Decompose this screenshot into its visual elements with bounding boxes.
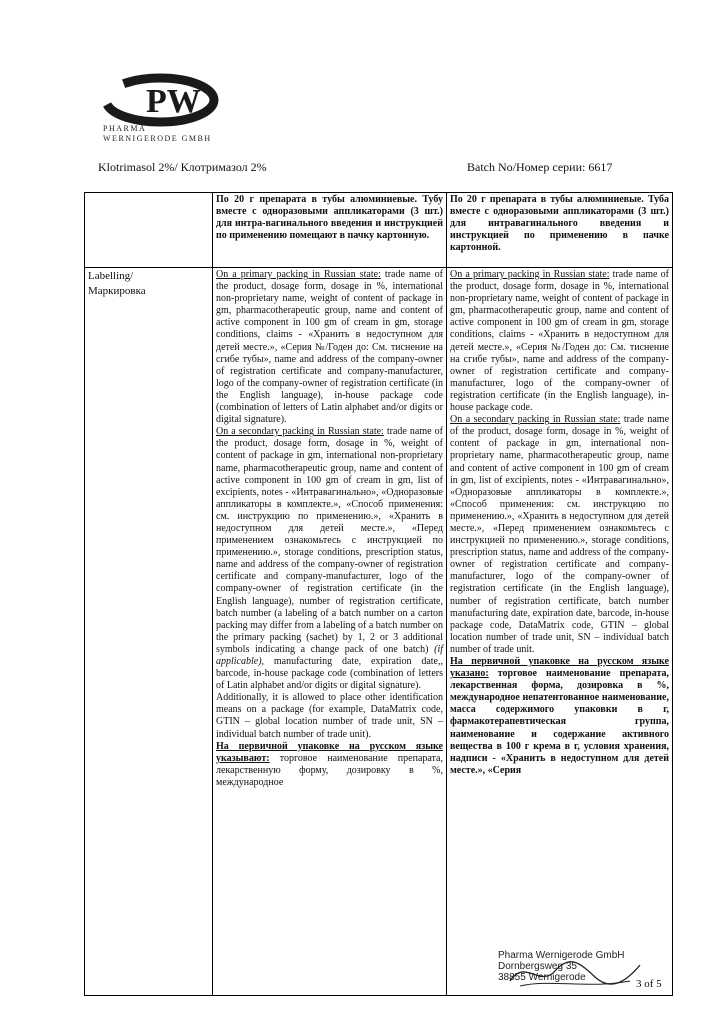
labelling-label-en: Labelling/ bbox=[88, 270, 134, 282]
logo-line2: WERNIGERODE GMBH bbox=[103, 134, 212, 143]
russian-primary-paragraph: На первичной упаковке на русском языке указано: торговое наименование препарата, лекарственная форма, дозировка в %, международное непатентованное наименование, масса содержимого упаковки в г, фармакотерапевтическая группа, наименование и содержание активного вещества в 100 г крема в г, условия хранения, надписи - «Хранить в недоступном для детей месте.», «Серия bbox=[450, 656, 669, 776]
table-row bbox=[85, 193, 673, 268]
russian-primary-paragraph: На первичной упаковке на русском языке указывают: торговое наименование препарата, лекарственную форму, дозировку в %, международное bbox=[216, 740, 443, 788]
batch-number: Batch No/Номер серии: 6617 bbox=[467, 160, 613, 174]
additional-means-paragraph: Additionally, it is allowed to place other identification means on a package (for example, DataMatrix code, GTIN – global location number of trade unit, SN – individual batch number of trade unit). bbox=[216, 692, 443, 740]
page-number: 3 of 5 bbox=[636, 978, 662, 990]
logo-line1: PHARMA bbox=[103, 124, 147, 133]
secondary-packing-paragraph: On a secondary packing in Russian state: trade name of the product, dosage form, dosage in %, weight of content of package in gm, international non-proprietary name, pharmacotherapeutic group, name and content of active component in 100 gm of cream in gm, list of excipients, notes - «Интравагинально», «Одноразовые аппликаторы в комплекте.», «Способ применения: см. инструкцию по применению.», «Хранить в недоступном для детей месте.», «Перед применением ознакомьтесь с инструкцией по применению.», storage conditions, prescription status, name and address of the company-owner of registration certificate and company-manufacturer, logo of the company-owner of registration certificate (in the English language), number of registration certificate, batch number (a labeling of a batch number on a carton packing may differ from a labeling of a batch number on the primary packing (sachet) by 1, 2 or 3 additional symbols indicating a change pack of one batch) (if applicable), manufacturing date, expiration date,, barcode, in-house package code (combination of letters of Latin alphabet and/or digits or digital signature). bbox=[216, 426, 443, 692]
labelling-right-cell bbox=[447, 268, 673, 996]
packing-left-cell: По 20 г препарата в тубы алюминиевые. Тубу вместе с одноразовыми аппликаторами (3 шт.) для интра-вагинального введения и инструкцией по применению помещают в пачку картонную. bbox=[213, 193, 447, 268]
packing-right-cell: По 20 г препарата в тубы алюминиевые. Туба вместе с одноразовыми аппликаторами (3 шт.) для интравагинального введения и инструкцией по применению в пачке картонной. bbox=[447, 193, 673, 268]
russian-primary-heading: На первичной упаковке на русском языке указывают: bbox=[216, 740, 443, 764]
labelling-left-cell bbox=[213, 268, 447, 996]
primary-packing-paragraph: On a primary packing in Russian state: trade name of the product, dosage form, dosage in %, international non-proprietary name, weight of content of package in gm, pharmacotherapeutic group, name and content of active component in 100 gm of cream in gm, storage conditions, claims - «Хранить в недоступном для детей месте.», «Серия №/Годен до: См. тиснение на сгибе тубы», name and address of the company-owner of registration certificate and company-manufacturer, logo of the company-owner of registration certificate (in the English language), in-house package code. bbox=[450, 269, 669, 414]
stamp-line1: Pharma Wernigerode GmbH bbox=[498, 950, 625, 961]
specification-table bbox=[84, 192, 673, 996]
labelling-label-ru: Маркировка bbox=[88, 285, 146, 297]
labelling-label-cell bbox=[85, 268, 213, 996]
logo-initials: PW bbox=[146, 83, 201, 120]
product-title: Klotrimasol 2%/ Клотримазол 2% bbox=[98, 160, 267, 174]
handwritten-signature bbox=[500, 953, 650, 993]
row-label-cell bbox=[85, 193, 213, 268]
primary-packing-paragraph: On a primary packing in Russian state: trade name of the product, dosage form, dosage in %, international non-proprietary name, weight of content of package in gm, pharmacotherapeutic group, name and content of active component in 100 gm of cream in gm, storage conditions, claims - «Хранить в недоступном для детей месте.», «Серия №/Годен до: См. тиснение на сгибе тубы», name and address of the company-owner of registration certificate and company-manufacturer, logo of the company-owner of registration certificate (in the English language), in-house package code (combination of letters of Latin alphabet and/or digits or digital signature). bbox=[216, 269, 443, 426]
secondary-packing-paragraph: On a secondary packing in Russian state: trade name of the product, dosage form, dosage in %, weight of content of package in gm, international non-proprietary name, pharmacotherapeutic group, name and content of active component in 100 gm of cream in gm, list of excipients, notes - «Интравагинально», «Одноразовые аппликаторы в комплекте.», «Способ применения: см. инструкцию по применению.», «Хранить в недоступном для детей месте.», «Перед применением ознакомьтесь с инструкцией по применению.», storage conditions, prescription status, name and address of the company-owner of registration certificate and company-manufacturer, logo of the company-owner of registration certificate (in the English language), number of registration certificate, batch number manufacturing date, expiration date, barcode, in-house package code, DataMatrix code, GTIN – global location number of trade unit, SN – individual batch number of trade unit. bbox=[450, 414, 670, 655]
stamp-line2: Dornbergsweg 35 bbox=[498, 961, 577, 972]
stamp-line3: 38855 Wernigerode bbox=[498, 972, 586, 983]
table-row bbox=[85, 268, 673, 996]
russian-primary-heading: На первичной упаковке на русском языке указано: bbox=[450, 656, 669, 680]
secondary-packing-heading: On a secondary packing in Russian state: bbox=[450, 414, 621, 426]
primary-packing-heading: On a primary packing in Russian state: bbox=[216, 269, 381, 280]
secondary-packing-heading: On a secondary packing in Russian state: bbox=[216, 426, 384, 438]
logo-company-name bbox=[103, 124, 212, 144]
primary-packing-heading: On a primary packing in Russian state: bbox=[450, 269, 610, 280]
